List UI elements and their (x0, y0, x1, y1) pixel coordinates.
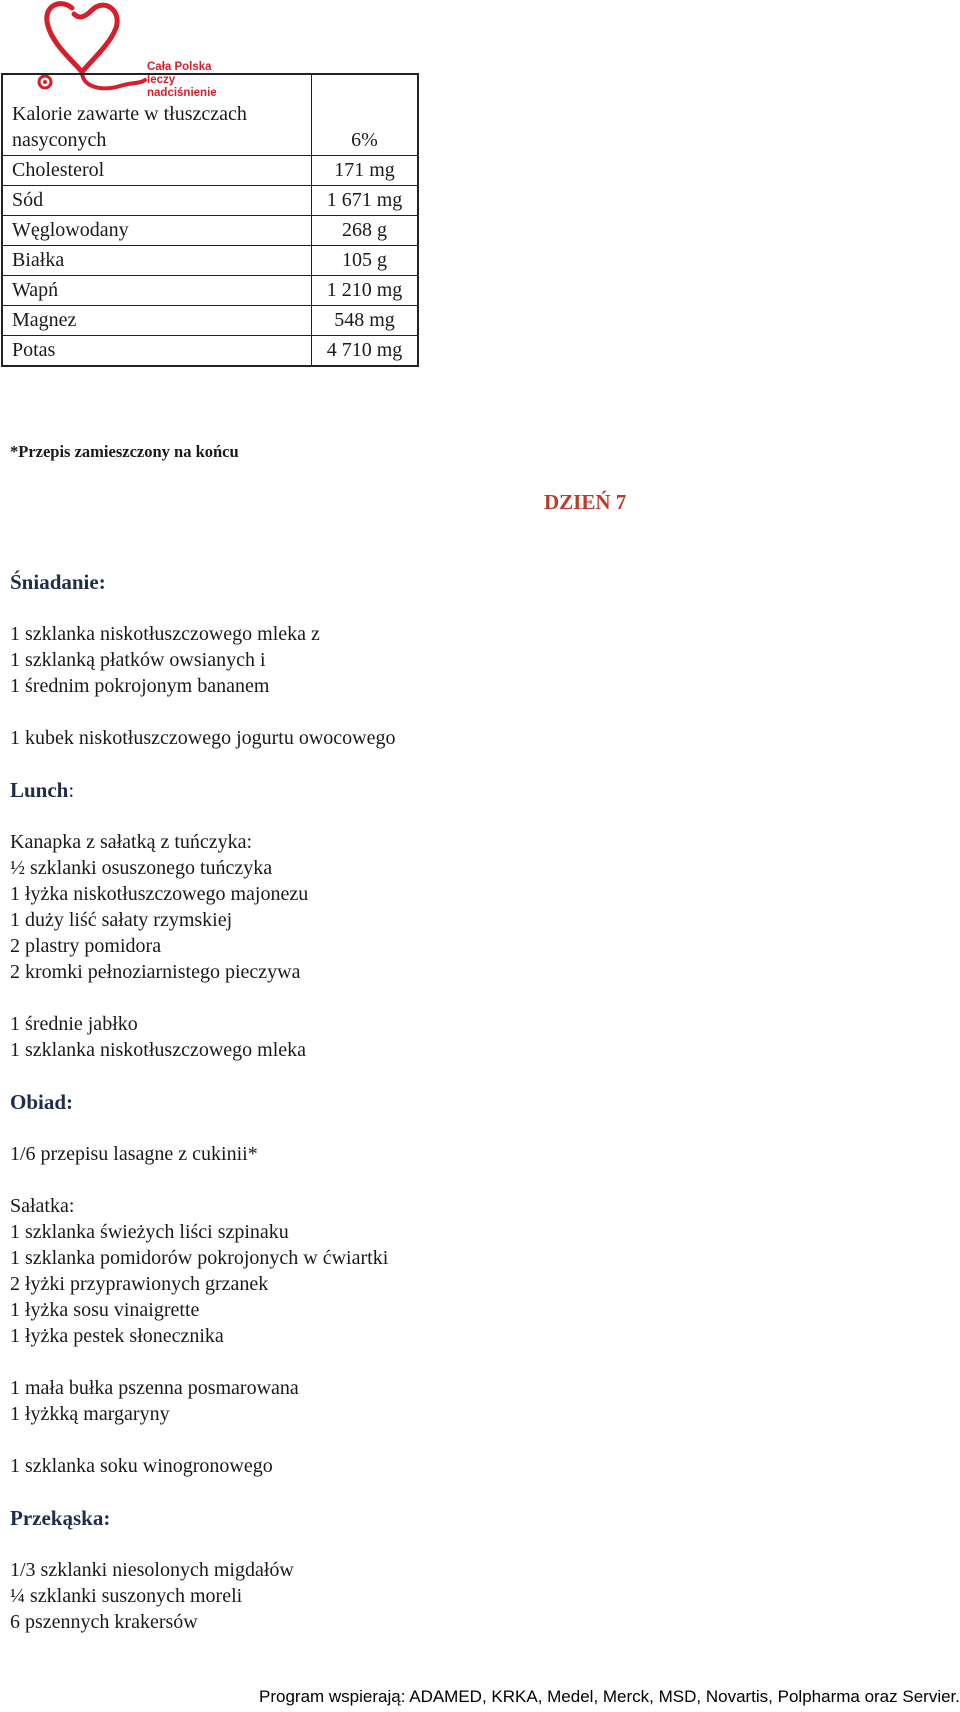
snack-heading: Przekąska: (10, 1506, 111, 1530)
nutrient-label: Węglowodany (12, 219, 129, 241)
dinner-heading: Obiad: (10, 1090, 74, 1114)
lunch-heading: Lunch: (10, 778, 75, 802)
menu-line: 1/6 przepisu lasagne z cukinii* (10, 1143, 258, 1165)
nutrient-label: Sód (12, 189, 44, 211)
table-row (3, 155, 417, 186)
table-row (3, 185, 417, 216)
nutrition-table (1, 73, 419, 367)
menu-line: 1 szklanka pomidorów pokrojonych w ćwiartki (10, 1247, 389, 1269)
menu-line: 1 duży liść sałaty rzymskiej (10, 909, 233, 931)
sponsors-footer: Program wspierają: ADAMED, KRKA, Medel, Merck, MSD, Novartis, Polpharma oraz Servier. (259, 1687, 960, 1706)
nutrient-value: 268 g (342, 219, 387, 241)
nutrient-label: Cholesterol (12, 159, 105, 181)
logo-line-1: Cała Polska (147, 61, 212, 73)
menu-line: Kanapka z sałatką z tuńczyka: (10, 831, 253, 853)
nutrient-label: Kalorie zawarte w tłuszczach nasyconych (12, 103, 247, 151)
menu-line: 1 szklanką płatków owsianych i (10, 649, 266, 671)
nutrient-label: Białka (12, 249, 65, 271)
menu-line: 1 łyżka niskotłuszczowego majonezu (10, 883, 309, 905)
table-row (3, 75, 417, 156)
menu-line: 1 szklanka soku winogronowego (10, 1455, 273, 1477)
menu-line: 1 średnim pokrojonym bananem (10, 675, 270, 697)
nutrient-value: 105 g (342, 249, 387, 271)
menu-line: 1 łyżka pestek słonecznika (10, 1325, 224, 1347)
menu-line: 2 łyżki przyprawionych grzanek (10, 1273, 269, 1295)
table-row (3, 245, 417, 276)
menu-line: ½ szklanki osuszonego tuńczyka (10, 857, 273, 879)
day-title: DZIEŃ 7 (544, 490, 627, 514)
nutrient-value: 4 710 mg (326, 339, 403, 361)
nutrient-value: 1 671 mg (326, 189, 403, 211)
nutrient-value: 548 mg (334, 309, 395, 331)
nutrient-label: Potas (12, 339, 56, 361)
nutrient-label: Magnez (12, 309, 77, 331)
table-row (3, 215, 417, 246)
nutrient-value: 171 mg (334, 159, 395, 181)
menu-line: 1 mała bułka pszenna posmarowana (10, 1377, 299, 1399)
table-row (3, 335, 417, 365)
menu-line: 1/3 szklanki niesolonych migdałów (10, 1559, 294, 1581)
menu-line: 1 średnie jabłko (10, 1013, 138, 1035)
nutrient-label: Wapń (12, 279, 59, 301)
breakfast-heading: Śniadanie: (10, 570, 106, 594)
menu-line: 2 plastry pomidora (10, 935, 162, 957)
table-row (3, 305, 417, 336)
menu-line: 1 kubek niskotłuszczowego jogurtu owocowego (10, 727, 396, 749)
menu-line: Sałatka: (10, 1195, 75, 1217)
menu-line: 2 kromki pełnoziarnistego pieczywa (10, 961, 301, 983)
menu-line: 1 szklanka niskotłuszczowego mleka (10, 1039, 307, 1061)
menu-line: 1 szklanka niskotłuszczowego mleka z (10, 623, 320, 645)
logo-line-2: leczy nadciśnienie (147, 74, 217, 99)
menu-line: 1 łyżka sosu vinaigrette (10, 1299, 200, 1321)
menu-line: ¼ szklanki suszonych moreli (10, 1585, 243, 1607)
nutrient-value: 1 210 mg (326, 279, 403, 301)
menu-line: 1 szklanka świeżych liści szpinaku (10, 1221, 289, 1243)
menu-line: 1 łyżkką margaryny (10, 1403, 170, 1425)
table-row (3, 275, 417, 306)
nutrient-value: 6% (351, 129, 378, 151)
recipe-note: *Przepis zamieszczony na końcu (10, 442, 239, 461)
menu-line: 6 pszennych krakersów (10, 1611, 198, 1633)
